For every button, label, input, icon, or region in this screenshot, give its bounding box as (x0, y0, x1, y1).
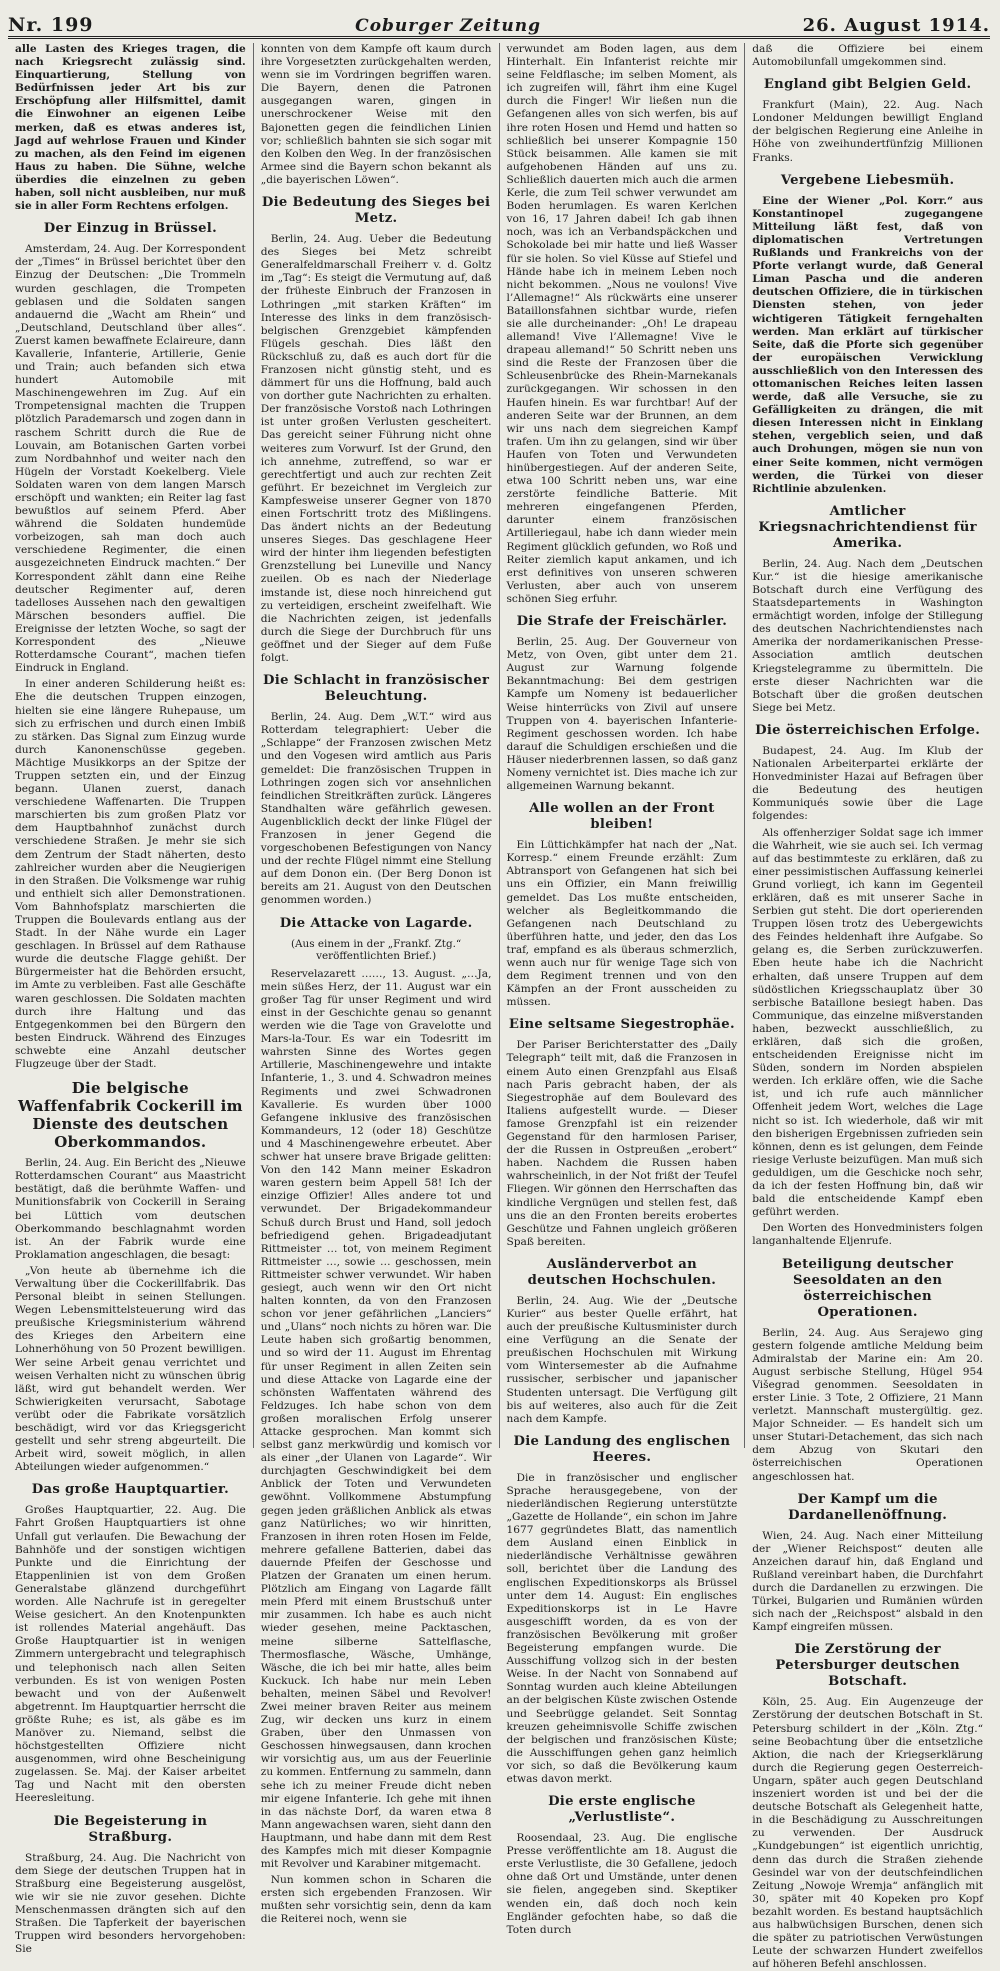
article-paragraph: Budapest, 24. Aug. Im Klub der Nationalen Arbeiterpartei erklärte der Honvedminister Hazai auf Befragen über die Bedeutung des heutigen Kommuniqués sowie über die Lage folgendes: (752, 744, 983, 823)
article-paragraph: Berlin, 24. Aug. Ueber die Bedeutung des Sieges bei Metz schreibt Generalfeldmarschall Freiherr v. d. Goltz im „Tag“: Es steigt die Vermutung auf, daß der früheste Einbruch der Franzosen in Lothringen „mit starken Kräften“ im Interesse des links in dem französisch-belgischen Grenzgebiet kämpfenden Flügels geschah. Dies läßt den Rückschluß zu, daß es auch dort für die Franzosen nicht günstig steht, und es dämmert für uns die Hoffnung, bald auch von dorther gute Nachrichten zu erhalten. Der französische Vorstoß nach Lothringen ist unter großen Verlusten gescheitert. Das gereicht seiner Führung nicht ohne weiteres zum Vorwurf. Ist der Grund, den ich annehme, zutreffend, so war er gerechtfertigt und auch zur rechten Zeit geführt. Er bezeichnet im Vergleich zur Kampfesweise unserer Gegner von 1870 einen Fortschritt trotz des Mißlingens. Das ändert nichts an der Bedeutung unseres Sieges. Das geschlagene Heer wird der hinter ihm liegenden befestigten Grenzstellung bei Luneville und Nancy zueilen. Ob es nach der Niederlage imstande ist, diese noch hinreichend gut zu verteidigen, erscheint zweifelhaft. Wie die Nachrichten zeigen, ist jedenfalls durch die Siege der Durchbruch für uns geöffnet und der Sieger auf dem Fuße folgt. (260, 233, 492, 665)
article-paragraph: Frankfurt (Main), 22. Aug. Nach Londoner Meldungen bewilligt England der belgischen Regierung eine Anleihe in Höhe von zweihundertfünfzig Millionen Franks. (752, 99, 983, 164)
article-paragraph: Großes Hauptquartier, 22. Aug. Die Fahrt Großen Hauptquartiers ist ohne Unfall gut verlaufen. Die Bewachung der Bahnhöfe und der sonstigen wichtigen Punkte und die Einrichtung der Etappenlinien ist von dem Großen Generalstabe glänzend durchgeführt worden. Alle Nachrufe ist in geregelter Weise gesichert. An den Knotenpunkten ist rollendes Material angehäuft. Das Große Hauptquartier ist in wenigen Zimmern untergebracht und telegraphisch und telephonisch nach allen Seiten verbunden. Es ist von wenigen Posten bewacht und von der Außenwelt abgetrennt. Im Hauptquartier herrscht die größte Ruhe; es ist, als gäbe es im Manöver zu. Niemand, selbst die höchstgestellten Offiziere nicht ausgenommen, wird ohne Bescheinigung zugelassen. Se. Maj. der Kaiser arbeitet Tag und Nacht mit den obersten Heeresleitung. (15, 1504, 246, 1805)
headline-auslaenderverbot: Ausländerverbot an deutschen Hochschulen. (527, 1256, 717, 1288)
article-paragraph: Als offenherziger Soldat sage ich immer die Wahrheit, wie sie auch sei. Ich vermag auf das bestimmteste zu erklären, daß zu einer pessimistischen Auffassung keinerlei Grund vorliegt, ich kann im Gegenteil erklären, daß es mit unserer Sache in Serbien gut steht. Die dort operierenden Truppen lösen trotz des Uebergewichts des Feindes heldenhaft ihre Aufgabe. So gelang es, die Serben zurückzuwerfen. Eben heute habe ich die Nachricht erhalten, daß unsere Truppen auf dem südöstlichen Kriegsschauplatz über 30 serbische Bataillone besiegt haben. Das Communique, das einzelne mißverstanden haben, bezweckt ausschließlich, zu erklären, daß sich die großen, entscheidenden Ereignisse nicht im Süden, sondern im Norden abspielen werden. Ich erkläre offen, wie die Sache ist, und ich rufe auch männlicher Offenheit jedem Wort, welches die Lage nicht so ist. Ich wiederhole, daß wir mit den bisherigen Ergebnissen zufrieden sein können, denn es ist gelungen, dem Feinde riesige Verluste beizufügen. Man muß sich geduldigen, um die Geschicke noch sehr, da ich der festen Hoffnung bin, daß wir bald die entscheidende Kampf eben geführt werden. (752, 826, 983, 1219)
column-2 (254, 43, 500, 1926)
headline-england-geld: England gibt Belgien Geld. (763, 77, 972, 93)
article-paragraph: Den Worten des Honvedministers folgen langanhaltende Eljenrufe. (752, 1222, 983, 1248)
headline-einzug-bruessel: Der Einzug in Brüssel. (43, 221, 217, 237)
article-paragraph: Berlin, 24. Aug. Dem „W.T.“ wird aus Rotterdam telegraphiert: Ueber die „Schlappe“ der Franzosen zwischen Metz und den Vogesen wird amtlich aus Paris gemeldet: Die französischen Truppen in Lothringen zogen sich vor ansehnlichen feindlichen Streitkräften zurück. Längeres Standhalten wäre gefährlich gewesen. Augenblicklich deckt der linke Flügel der Franzosen in jener Gegend die vorgeschobenen Befestigungen von Nancy und der rechte Flügel nimmt eine Stellung auf dem Donon ein. (Der Berg Donon ist bereits am 21. August von den Deutschen genommen worden.) (260, 711, 492, 907)
column-1 (8, 43, 254, 1956)
headline-seesoldaten: Beteiligung deutscher Seesoldaten an den österreichischen Operationen. (782, 1256, 954, 1320)
article-paragraph: Die in französischer und englischer Sprache herausgegebene, von der niederländischen Regierung unterstützte „Gazette de Hollande“, ein schon im Jahre 1677 gegründetes Blatt, das namentlich dem Ausland einen Einblick in niederländische Verhältnisse gewähren soll, berichtet über die Landung des englischen Expeditionskorps als Brüssel unter dem 14. August: Ein englisches Expeditionskorps ist in Le Havre ausgeschifft worden, da es von der französischen Bevölkerung mit großer Begeisterung empfangen wurde. Die Ausschiffung vollzog sich in der besten Weise. In der Nacht von Sonnabend auf Sonntag wurden auch kleine Abteilungen an der belgischen Küste zwischen Ostende und Seebrügge gelandet. Seit Sonntag kreuzen geheimnisvolle Schiffe zwischen der belgischen und französischen Küste; die Ausschiffungen gehen ganz heimlich vor sich, so daß die Bevölkerung kaum etwas davon merkt. (506, 1471, 738, 1785)
columns (8, 43, 990, 1971)
article-paragraph: Der Pariser Berichterstatter des „Daily Telegraph“ teilt mit, daß die Franzosen in einem Auto einen Grenzpfahl aus Elsaß nach Paris gebracht haben, der als Siegestrophäe auf dem Boulevard des Italiens aufgestellt wurde. — Dieser famose Grenzpfahl ist ein reizender Gegenstand für den harmlosen Pariser, der die Russen in Ostpreußen „erobert“ haben. Nachdem die Russen haben wahrscheinlich, in der Not frißt der Teufel Fliegen. Wir gönnen den Herrschaften das kindliche Vergnügen und stellen fest, daß uns die an den Fronten bereits erobertes Geschütze und Fahnen ungleich größeren Spaß bereiten. (506, 1039, 738, 1248)
article-paragraph: Berlin, 24. Aug. Wie der „Deutsche Kurier“ aus bester Quelle erfährt, hat auch der preußische Kultusminister durch eine Verfügung an die Senate der preußischen Hochschulen mit Wirkung vom Wintersemester ab die Aufnahme russischer, serbischer und japanischer Studenten untersagt. Die Verfügung gilt bis auf weiteres, also auch für die Zeit nach dem Kampfe. (506, 1294, 738, 1425)
headline-verlustliste: Die erste englische „Verlustliste“. (548, 1794, 696, 1826)
article-paragraph: Ein Lüttichkämpfer hat nach der „Nat. Korresp.“ einem Freunde erzählt: Zum Abtransport von Gefangenen hat sich bei uns ein Offizier, ein Mann freiwillig gemeldet. Das Los mußte entscheiden, welcher als Begleitkommando die Gefangenen nach Deutschland zu überführen hatte, und jeder, den das Los traf, empfand es als überaus schmerzlich, wenn auch nur für wenige Tage sich von dem Regiment trennen und von den Kämpfen an der Front ausscheiden zu müssen. (506, 839, 738, 1009)
article-paragraph: Amsterdam, 24. Aug. Der Korrespondent der „Times“ in Brüssel berichtet über den Einzug der Deutschen: „Die Trommeln wurden geschlagen, die Trompeten geblasen und die Soldaten sangen andauernd die „Wacht am Rhein“ und „Deutschland, Deutschland über alles“. Zuerst kamen bewaffnete Eclaireure, dann Kavallerie, Infanterie, Artillerie, Genie und Train; auch befanden sich etwa hundert Automobile mit Maschinengewehren im Zug. Auf ein Trompetensignal machten die Truppen plötzlich Parademarsch und zogen dann in raschem Schritt durch die Rue de Louvain, am Botanischen Garten vorbei zum Nordbahnhof und weiter nach den Hügeln der Vorstadt Koekelberg. Viele Soldaten waren von dem langen Marsch erschöpft und wankten; ein Reiter lag fast bewußtlos auf seinem Pferd. Aber während die Soldaten hundemüde vorbeizogen, sah man doch auch verschiedene Regimenter, die einen ausgezeichneten Eindruck machten.“ Der Korrespondent zählt dann eine Reihe deutscher Regimenter auf, deren tadelloses Aussehen nach den gewaltigen Märschen besonders auffiel. Die Ereignisse der letzten Woche, so sagt der Korrespondent des „Nieuwe Rotterdamsche Courant“, machen tiefen Eindruck in England. (15, 243, 246, 675)
headline-freischaerler: Die Strafe der Freischärler. (516, 614, 728, 630)
headline-siegestrophaee: Eine seltsame Siegestrophäe. (508, 1017, 735, 1033)
issue-date: 26. August 1914. (802, 15, 990, 36)
article-paragraph: Roosendaal, 23. Aug. Die englische Presse veröffentlichte am 18. August die erste Verlustliste, die 30 Gefallene, jedoch ohne daß Ort und Umstände, unter denen sie fielen, angegeben sind. Skeptiker wenden ein, daß doch noch kein Engländer gefochten habe, so daß die Toten durch (506, 1832, 738, 1936)
headline-landung-heeres: Die Landung des englischen Heeres. (513, 1433, 731, 1465)
headline-dardanellen: Der Kampf um die Dardanellenöffnung. (788, 1491, 948, 1523)
article-continuation: konnten von dem Kampfe oft kaum durch ihre Vorgesetzten zurückgehalten werden, wenn sie im Vordringen begriffen waren. Die Bayern, denen die Patronen ausgegangen waren, gingen in unerschrockener Weise mit den Bajonetten gegen die feindlichen Linien vor; schließlich bahnten sie sich sogar mit den Kolben den Weg. In der französischen Armee sind die Bayern schon bekannt als „die bayerischen Löwen“. (260, 43, 492, 186)
article-paragraph: Wien, 24. Aug. Nach einer Mitteilung der „Wiener Reichspost“ deuten alle Anzeichen darauf hin, daß England und Rußland vereinbart haben, die Durchfahrt durch die Dardanellen zu erzwingen. Die Türkei, Bulgarien und Rumänien würden sich nach der „Reichspost“ alsbald in den Kampf eingreifen müssen. (752, 1529, 983, 1634)
article-paragraph: Berlin, 25. Aug. Der Gouverneur von Metz, von Oven, gibt unter dem 21. August zur Warnung folgende Bekanntmachung: Bei dem gestrigen Kampfe um Nomeny ist bedauerlicher Weise hinterrücks von Zivil auf unsere Truppen von 4. bayerischen Infanterie-Regiment geschossen worden. Ich habe darauf die Schuldigen erschießen und die Häuser niederbrennen lassen, so daß ganz Nomeny vernichtet ist. Dies mache ich zur allgemeinen Warnung bekannt. (506, 636, 738, 793)
column-3 (500, 43, 746, 1936)
headline-nachrichtendienst-amerika: Amtlicher Kriegsnachrichtendienst für Amerika. (758, 503, 977, 551)
issue-number: Nr. 199 (8, 14, 94, 36)
newspaper-title: Coburger Zeitung (355, 16, 541, 36)
article-paragraph: Reservelazarett ……, 13. August. „…Ja, mein süßes Herz, der 11. August war ein großer Tag für unser Regiment und wird einst in der Geschichte genau so genannt werden wie die Tage von Gravelotte und Mars-la-Tour. Es war ein Todesritt im wahrsten Sinne des Wortes gegen Artillerie, Maschinengewehre und intakte Infanterie, 1., 3. und 4. Schwadron meines Regiments und zwei Schwadronen Kavallerie. Es wurden über 1000 Gefangene inklusive des französischen Kommandeurs, 12 (oder 18) Geschütze und 4 Maschinengewehre erbeutet. Aber schwer hat unsere brave Brigade gelitten: Von den 142 Mann meiner Eskadron waren gestern beim Appell 58! Ich der einzige Offizier! Alles andere tot und verwundet. Der Brigadekommandeur Schuß durch Brust und Hand, soll jedoch befriedigend gehen. Brigadeadjutant Rittmeister … tot, von meinem Regiment Rittmeister …, sowie … geschossen, mein Rittmeister schwer verwundet. Wir haben gesiegt, auch wenn wir den Ort nicht halten konnten, da von den Franzosen schon vor jener gefährlichen „Lanciers“ und „Ulans“ noch nichts zu hören war. Die Leute haben sich großartig benommen, und so wird der 11. August im Ehrentag für unser Regiment in allen Zeiten sein und diese Attacke von Lagarde eine der schönsten Waffentaten während des Feldzuges. Ich habe schon von dem großen moralischen Erfolg unserer Attacke gesprochen. Man kommt sich selbst ganz merkwürdig und komisch vor als einer „der Ulanen von Lagarde“. Wir durchjagten Geschwindigkeit bei dem Anblick der Toten und Verwundeten gewöhnt. Vollkommene Abstumpfung gegen jeden gräßlichen Anblick als etwas ganz Natürliches; wo wir hinritten, Franzosen in ihren roten Hosen im Felde, mehrere gefallene Batterien, dabei das dauernde Pfeifen der Geschosse und Platzen der Granaten um einen herum. Plötzlich am Eingang von Lagarde fällt mein Pferd mit einem Brustschuß unter mir zusammen. Ich habe es auch nicht wieder gesehen, meine Packtaschen, meine silberne Sattelflasche, Thermosflasche, Wäsche, Umhänge, Wäsche, die ich bei mir hatte, alles beim Kuckuck. Ich habe nur mein Leben behalten, meinen Säbel und Revolver! Zwei meiner braven Reiter aus meinem Zug, wir decken uns kurz in einem Graben, über den Unmassen von Geschossen hinwegsausen, dann krochen wir vorsichtig aus, um aus der Feuerlinie zu kommen. Entfernung zu sammeln, dann sehe ich zu meiner Freude dicht neben mir eigene Infanterie. Ich gehe mit ihnen in das nächste Dorf, da waren etwa 8 Mann angewachsen waren, sieht dann den Hauptmann, und habe dann mit dem Rest des Kampfes mich mit dieser Kompagnie mit Revolver und Karabiner mitgemacht. (260, 967, 492, 1871)
article-paragraph: Straßburg, 24. Aug. Die Nachricht von dem Siege der deutschen Truppen hat in Straßburg eine Begeisterung ausgelöst, wie wir sie nie zuvor gesehen. Dichte Menschenmassen drängten sich auf den Straßen. Die Tapferkeit der bayerischen Truppen wird besonders hervorgehoben: Sie (15, 1851, 246, 1956)
headline-sieg-metz: Die Bedeutung des Sieges bei Metz. (261, 195, 491, 227)
article-paragraph: Berlin, 24. Aug. Ein Bericht des „Nieuwe Rotterdamschen Courant“ aus Maastricht bestätigt, daß die berühmte Waffen- und Munitionsfabrik von Cockerill in Seraing bei Lüttich vom deutschen Oberkommando beschlagnahmt worden ist. An der Fabrik wurde eine Proklamation angeschlagen, die besagt: (15, 1157, 246, 1261)
headline-cockerill: Die belgische Waffenfabrik Cockerill im Dienste des deutschen Oberkommandos. (17, 1079, 243, 1152)
article-continuation: daß die Offiziere bei einem Automobilunfall umgekommen sind. (752, 43, 983, 69)
headline-strassburg: Die Begeisterung in Straßburg. (53, 1813, 208, 1845)
headline-hauptquartier: Das große Hauptquartier. (31, 1482, 229, 1498)
article-paragraph: Eine der Wiener „Pol. Korr.“ aus Konstantinopel zugegangene Mitteilung läßt fest, daß von diplomatischen Vertretungen Rußlands und Frankreichs von der Pforte verlangt wurde, daß General Liman Pascha und die anderen deutschen Offiziere, die in türkischen Diensten stehen, von jeder wichtigeren Tätigkeit ferngehalten werden. Man erklärt auf türkischer Seite, daß die Pforte sich gegenüber der europäischen Verwicklung ausschließlich von den Interessen des ottomanischen Reiches leiten lassen werde, daß alle Versuche, sie zu Gefälligkeiten zu drängen, die mit diesen Interessen nicht in Einklang stehen, vergeblich seien, und daß auch Drohungen, mögen sie nun von einer Seite kommen, nicht vermögen werden, die Türkei von dieser Richtlinie abzulenken. (752, 194, 983, 495)
headline-attacke-lagarde: Die Attacke von Lagarde. (279, 915, 473, 931)
headline-front-bleiben: Alle wollen an der Front bleiben! (529, 801, 715, 833)
article-paragraph: Nun kommen schon in Scharen die ersten sich ergebenden Franzosen. Wir mußten sehr vorsichtig sein, denn da kam die Reiterei noch, wenn sie (260, 1874, 492, 1926)
column-4 (745, 43, 990, 1971)
headline-petersburger-botschaft: Die Zerstörung der Petersburger deutschen Botschaft. (775, 1642, 960, 1690)
masthead (8, 6, 990, 39)
headline-schlacht-beleuchtung: Die Schlacht in französischer Beleuchtung. (263, 673, 490, 705)
article-paragraph: Berlin, 24. Aug. Nach dem „Deutschen Kur.“ ist die hiesige amerikanische Botschaft durch eine Verfügung des Staatsdepartements in Washington ermächtigt worden, infolge der Stillegung des deutschen Nachrichtendienstes nach Amerika der nordamerikanischen Presse-Association amtlich deutschen Kriegstelegramme zu übermitteln. Die erste dieser Nachrichten war die Botschaft über die großen deutschen Siege bei Metz. (752, 557, 983, 714)
article-paragraph: Berlin, 24. Aug. Aus Serajewo ging gestern folgende amtliche Meldung beim Admiralstab der Marine ein: Am 20. August serbische Stellung, Hügel 954 Višegrad genommen. Seesoldaten in erster Linie. 3 Tote, 2 Offiziere, 21 Mann verletzt. Mannschaft mustergültig. gez. Major Schneider. — Es handelt sich um unser Stutari-Detachement, das sich nach dem Abzug von Skutari den österreichischen Operationen angeschlossen hat. (752, 1326, 983, 1483)
headline-oesterreich-erfolge: Die österreichischen Erfolge. (755, 722, 981, 738)
article-paragraph: „Von heute ab übernehme ich die Verwaltung über die Cockerillfabrik. Das Personal bleibt in seinen Stellungen. Wegen Lebensmittelsteuerung wird das preußische Kriegsministerium während des Krieges den Arbeitern eine Lohnerhöhung von 50 Prozent bewilligen. Wer seine Arbeit genau verrichtet und weisen Verhalten nicht zu wünschen übrig läßt, wird gut behandelt werden. Wer Schwierigkeiten verursacht, Sabotage verübt oder die Fabrikate vorsätzlich beschädigt, wird vor das Kriegsgericht gestellt und sehr streng abgeurteilt. Die Arbeit wird, soweit möglich, in allen Abteilungen wieder aufgenommen.“ (15, 1264, 246, 1474)
headline-liebesmueh: Vergebene Liebesmüh. (780, 172, 955, 188)
article-paragraph: Köln, 25. Aug. Ein Augenzeuge der Zerstörung der deutschen Botschaft in St. Petersburg schildert in der „Köln. Ztg.“ seine Beobachtung über die entsetzliche Aktion, die nach der Kriegserklärung durch die Regierung gegen Oesterreich-Ungarn, später auch gegen Deutschland inszeniert worden ist und bei der die deutsche Botschaft als Gelegenheit hatte, in die Beschädigung zu Ausschreitungen zu verwenden. Der Ausdruck „Kundgebungen“ ist eigentlich unrichtig, denn das durch die Straßen ziehende Gesindel war von der deutschfeindlichen Zeitung „Nowoje Wremja“ anfänglich mit 30, später mit 40 Kopeken pro Kopf bezahlt worden. Es bestand hauptsächlich aus halbwüchsigen Burschen, denen sich die später zu patriotischen Verwüstungen Leute der schwarzen Hundert zweifellos auf höheren Befehl anschlossen. (752, 1696, 983, 1971)
article-paragraph: In einer anderen Schilderung heißt es: Ehe die deutschen Truppen einzogen, hielten sie eine längere Ruhepause, um sich zu erfrischen und durch einen Imbiß zu stärken. Das Signal zum Einzug wurde durch Kanonenschüsse gegeben. Mächtige Musikkorps an der Spitze der Truppen setzten ein, und der Einzug begann. Ulanen zuerst, danach verschiedene Waffenarten. Die Truppen marschierten bis zum großen Platz vor dem Hauptbahnhof zunächst durch verschiedene Straßen. Je mehr sie sich dem Zentrum der Stadt näherten, desto zahlreicher wurden aber die Neugierigen in den Straßen. Die Volksmenge war ruhig und enthielt sich aller Demonstrationen. Vom Bahnhofsplatz marschierten die Truppen die Boulevards entlang aus der Stadt. In der Nähe wurde ein Lager geschlagen. In Brüssel auf dem Rathause wurde die deutsche Flagge gehißt. Der Bürgermeister hat die Behörden ersucht, im Amte zu verbleiben. Fast alle Geschäfte waren geschlossen. Die Soldaten machten durch ihre Haltung und das Entgegenkommen bei den Bürgern den besten Eindruck. Während des Einzuges schwebte eine Anzahl deutscher Flugzeuge über der Stadt. (15, 678, 246, 1071)
article-subtitle: (Aus einem in der „Frankf. Ztg.“ veröffentlichten Brief.) (291, 937, 462, 963)
article-continuation: verwundet am Boden lagen, aus dem Hinterhalt. Ein Infanterist reichte mir seine Feldflasche; im selben Moment, als ich zugreifen will, fährt ihm eine Kugel durch die Finger! Wir ließen nun die Gefangenen alles von sich werfen, bis auf ihre roten Hosen und Hemd und hatten so schließlich bei unserer Kompagnie 150 Stück beisammen. Alle kamen sie mit aufgehobenen Händen auf uns zu. Schließlich dauerten mich auch die armen Kerle, die zum Teil schwer verwundet am Boden herumlagen. Es waren Kerlchen von 16, 17 Jahren dabei! Ich gab ihnen noch, was ich an Verbandspäckchen und Schokolade bei mir hatte und ließ Wasser für sie holen. So viel Küsse auf Stiefel und Hände habe ich in meinem Leben noch nicht bekommen. „Nous ne voulons! Vive l’Allemagne!“ Als rückwärts eine unserer Bataillonsfahnen sichtbar wurde, riefen sie alle durcheinander: „Oh! Le drapeau allemand! Vive l’Allemagne! Vive le drapeau allemand!“ 50 Schritt neben uns sind die Reste der Franzosen über die Schleusenbrücke des Rhein-Marnekanals zurückgegangen. Wir schossen in den Haufen hinein. Es war furchtbar! Auf der anderen Seite war der Brunnen, an dem wir uns nach dem siegreichen Kampf trafen. Um ihn zu gelangen, sind wir über Haufen von Toten und Verwundeten hinübergestiegen. Auf der anderen Seite, etwa 100 Schritt neben uns, war eine zerstörte feindliche Batterie. Mit mehreren eingefangenen Pferden, darunter einem französischen Artilleriegaul, habe ich dann wieder mein Regiment glücklich gefunden, wo Roß und Reiter ziemlich kaput ankamen, und ich erst definitives von unseren schweren Verlusten, aber auch von unserem schönen Sieg erfuhr. (506, 43, 738, 605)
article-continuation: alle Lasten des Krieges tragen, die nach Kriegsrecht zulässig sind. Einquartierung, Stellung von Bedürfnissen jeder Art bis zur Erschöpfung aller Hilfsmittel, damit die Einwohner an eigenen Leibe merken, daß es etwas anderes ist, Jagd auf wehrlose Frauen und Kinder zu machen, als den Feind im eigenen Haus zu haben. Die Sühne, welche überdies die einzelnen zu geben haben, soll nicht ausbleiben, nur muß sie in aller Form Rechtens erfolgen. (15, 43, 246, 213)
